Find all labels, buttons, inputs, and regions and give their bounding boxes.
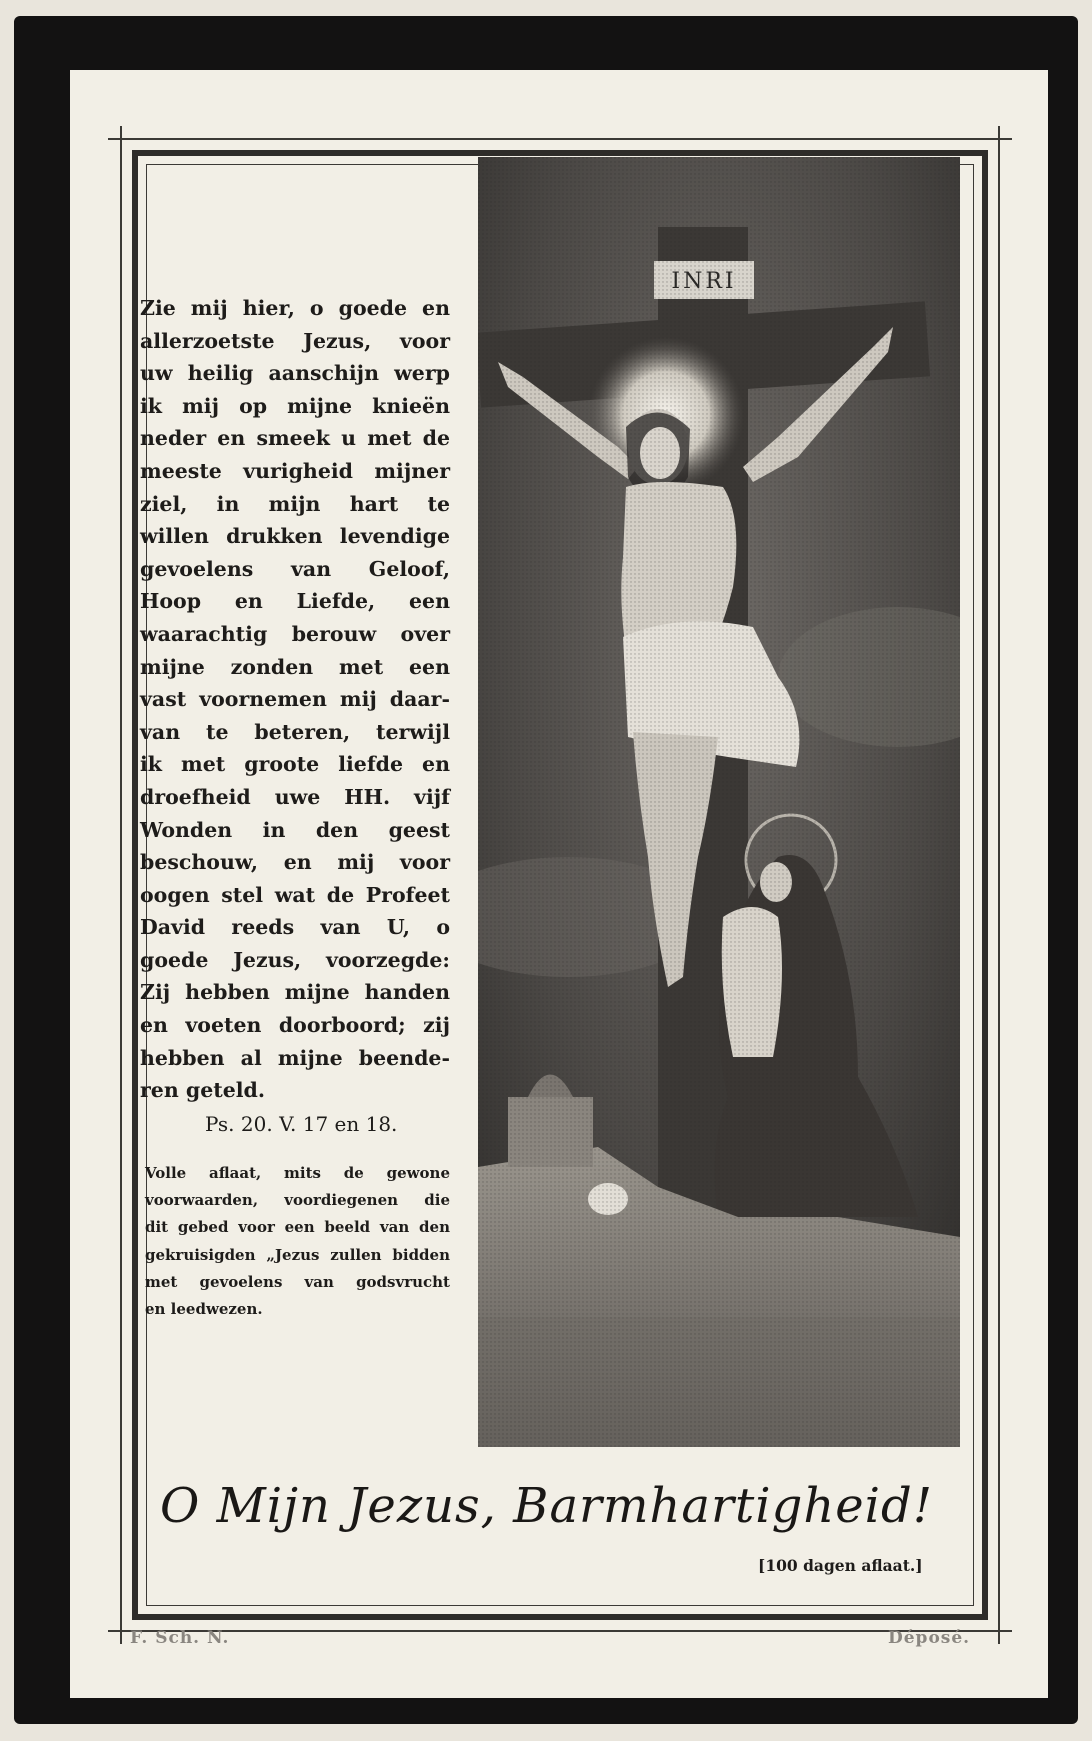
crucifixion-engraving bbox=[478, 157, 960, 1447]
prayer-line: mijne zonden met een bbox=[140, 654, 450, 679]
prayer-line: allerzoetste Jezus, voor bbox=[140, 328, 450, 353]
prayer-line: van te beteren, terwijl bbox=[140, 719, 450, 744]
engraving-texture bbox=[478, 157, 960, 1447]
deposit-mark: Déposé. bbox=[888, 1628, 971, 1648]
corner-tick bbox=[108, 138, 120, 140]
prayer-line: beschouw, en mij voor bbox=[140, 850, 450, 875]
corner-tick bbox=[108, 1630, 120, 1632]
prayer-line: vast voornemen mij daar- bbox=[140, 687, 450, 712]
prayer-line: Zie mij hier, o goede en bbox=[140, 296, 450, 320]
indulgence-line: met gevoelens van godsvrucht bbox=[145, 1272, 450, 1291]
prayer-line: neder en smeek u met de bbox=[140, 426, 450, 451]
prayer-line: en voeten doorboord; zij bbox=[140, 1013, 450, 1038]
prayer-line: waarachtig berouw over bbox=[140, 621, 450, 646]
prayer-line: ziel, in mijn hart te bbox=[140, 491, 450, 516]
indulgence-line: en leedwezen. bbox=[145, 1299, 263, 1318]
prayer-line: ren geteld. bbox=[140, 1078, 266, 1103]
prayer-line: Zij hebben mijne handen bbox=[140, 980, 450, 1005]
prayer-line: droefheid uwe HH. vijf bbox=[140, 784, 450, 809]
prayer-line: hebben al mijne beende- bbox=[140, 1045, 450, 1070]
prayer-text bbox=[140, 292, 450, 1107]
prayer-line: meeste vurigheid mijner bbox=[140, 458, 450, 483]
corner-tick bbox=[1000, 138, 1012, 140]
prayer-line: gevoelens van Geloof, bbox=[140, 556, 450, 581]
indulgence-line: dit gebed voor een beeld van den bbox=[145, 1218, 450, 1237]
corner-tick bbox=[998, 126, 1000, 138]
indulgence-line: gekruisigden „Jezus zullen bidden bbox=[145, 1245, 450, 1264]
prayer-line: uw heilig aanschijn werp bbox=[140, 361, 450, 386]
indulgence-text bbox=[145, 1160, 450, 1323]
invocation-title: O Mijn Jezus, Barmhartigheid! bbox=[160, 1478, 934, 1534]
psalm-reference: Ps. 20. V. 17 en 18. bbox=[205, 1112, 398, 1136]
indulgence-line: voorwaarden, voordiegenen die bbox=[145, 1191, 450, 1210]
crucifixion-illustration bbox=[478, 157, 960, 1447]
prayer-line: Hoop en Liefde, een bbox=[140, 589, 450, 614]
prayer-line: Wonden in den geest bbox=[140, 817, 450, 842]
prayer-line: oogen stel wat de Profeet bbox=[140, 882, 450, 907]
prayer-line: ik mij op mijne knieën bbox=[140, 393, 450, 418]
corner-tick bbox=[120, 1632, 122, 1644]
prayer-line: willen drukken levendige bbox=[140, 524, 450, 549]
prayer-line: goede Jezus, voorzegde: bbox=[140, 947, 450, 972]
corner-tick bbox=[120, 126, 122, 138]
indulgence-note: [100 dagen aflaat.] bbox=[758, 1556, 923, 1575]
corner-tick bbox=[1000, 1630, 1012, 1632]
corner-tick bbox=[998, 1632, 1000, 1644]
prayer-line: David reeds van U, o bbox=[140, 915, 450, 940]
indulgence-line: Volle aflaat, mits de gewone bbox=[145, 1164, 450, 1182]
publisher-mark: F. Sch. N. bbox=[130, 1628, 230, 1648]
prayer-line: ik met groote liefde en bbox=[140, 752, 450, 777]
